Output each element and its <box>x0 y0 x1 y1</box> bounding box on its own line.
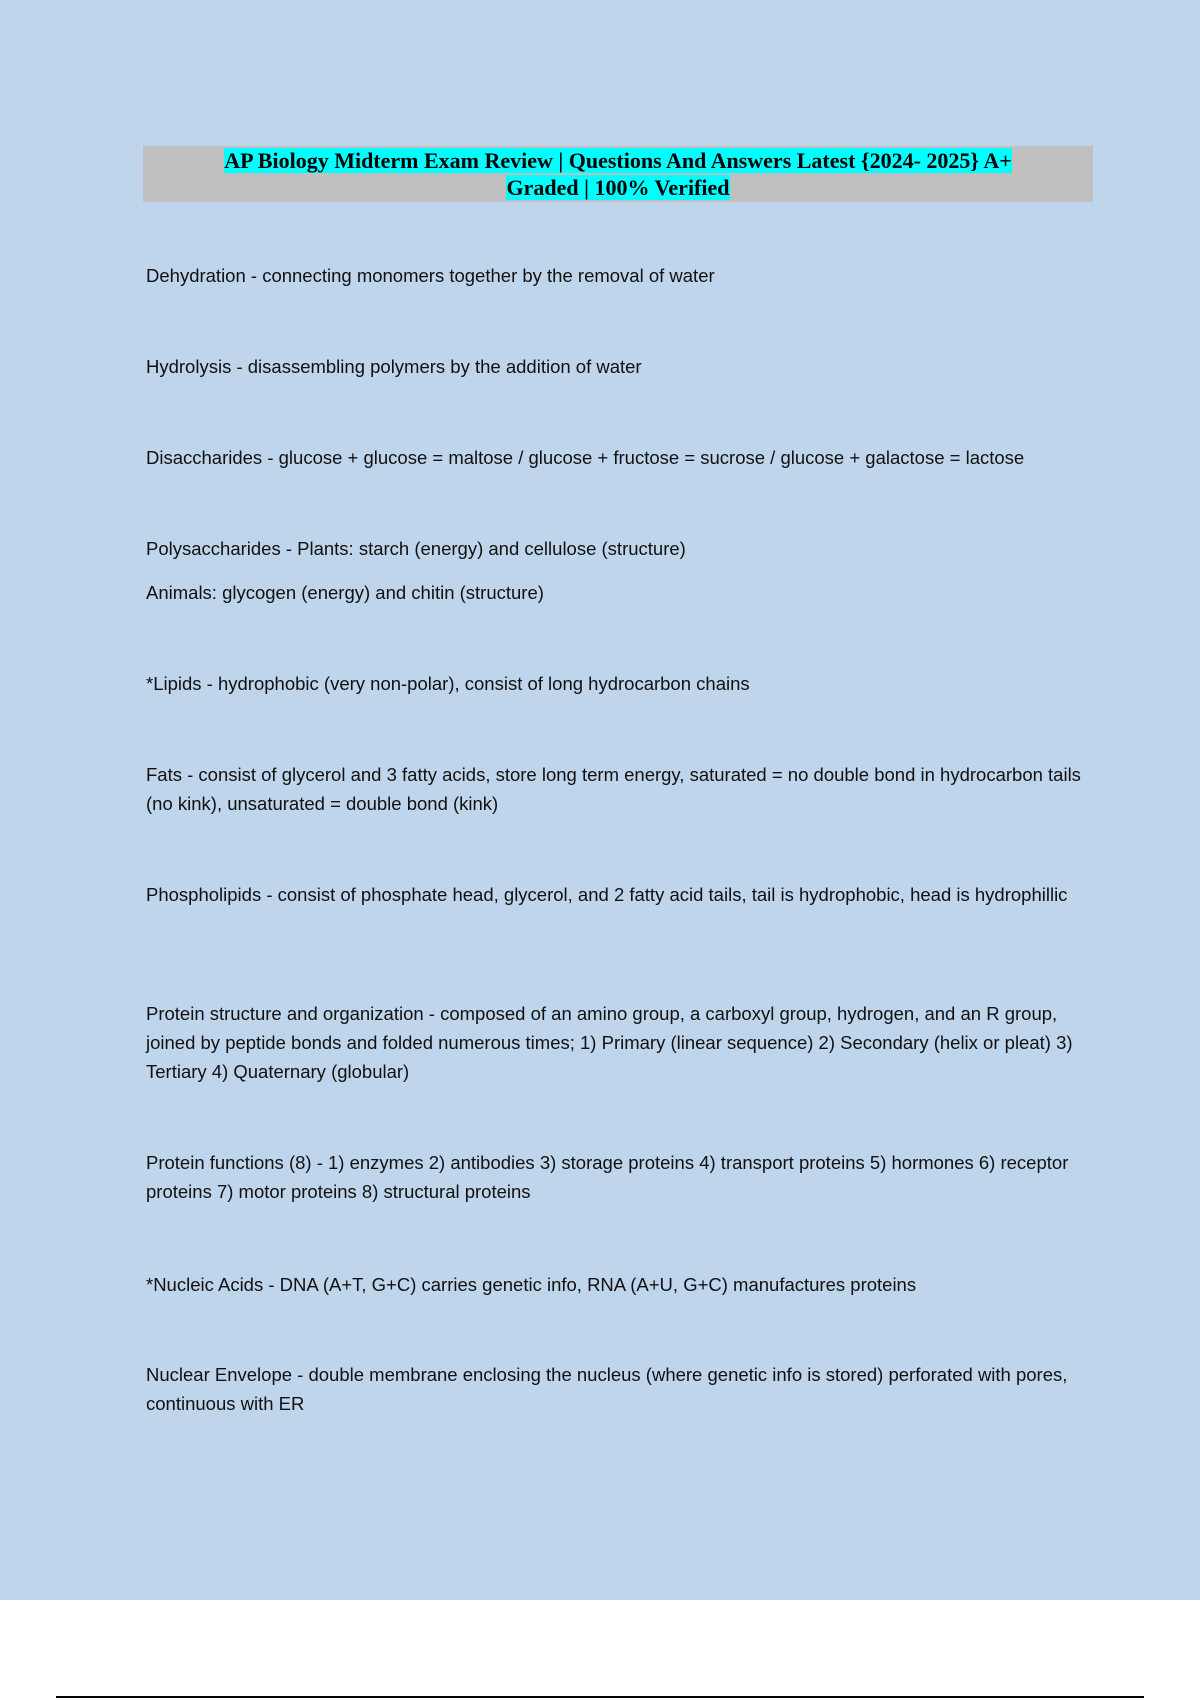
document-title <box>143 146 1093 202</box>
term-polysaccharides: Polysaccharides - Plants: starch (energy) and cellulose (structure) <box>146 538 686 559</box>
term-dehydration: Dehydration - connecting monomers together by the removal of water <box>146 265 715 286</box>
term-nuclear-envelope: Nuclear Envelope - double membrane enclosing the nucleus (where genetic info is stored) perforated with pores, continuous with ER <box>146 1364 1068 1414</box>
footer-divider <box>56 1696 1144 1698</box>
term-protein-structure: Protein structure and organization - composed of an amino group, a carboxyl group, hydrogen, and an R group, joined by peptide bonds and folded numerous times; 1) Primary (linear sequence) 2) Secondary (helix or pleat) 3) Tertiary 4) Quaternary (globular) <box>146 1003 1073 1082</box>
term-polysaccharides-animals: Animals: glycogen (energy) and chitin (structure) <box>146 582 544 603</box>
term-fats: Fats - consist of glycerol and 3 fatty acids, store long term energy, saturated = no double bond in hydrocarbon tails (no kink), unsaturated = double bond (kink) <box>146 764 1081 814</box>
term-disaccharides: Disaccharides - glucose + glucose = maltose / glucose + fructose = sucrose / glucose + galactose = lactose <box>146 447 1025 468</box>
term-phospholipids: Phospholipids - consist of phosphate head, glycerol, and 2 fatty acid tails, tail is hydrophobic, head is hydrophillic <box>146 884 1068 905</box>
term-lipids: *Lipids - hydrophobic (very non-polar), consist of long hydrocarbon chains <box>146 673 750 694</box>
title-line-1: AP Biology Midterm Exam Review | Questions And Answers Latest {2024- 2025} A+ <box>224 148 1012 173</box>
title-line-2: Graded | 100% Verified <box>506 175 730 200</box>
term-nucleic-acids: *Nucleic Acids - DNA (A+T, G+C) carries genetic info, RNA (A+U, G+C) manufactures proteins <box>146 1274 917 1295</box>
term-hydrolysis: Hydrolysis - disassembling polymers by the addition of water <box>146 356 642 377</box>
term-protein-functions: Protein functions (8) - 1) enzymes 2) antibodies 3) storage proteins 4) transport proteins 5) hormones 6) receptor proteins 7) motor proteins 8) structural proteins <box>146 1152 1069 1202</box>
